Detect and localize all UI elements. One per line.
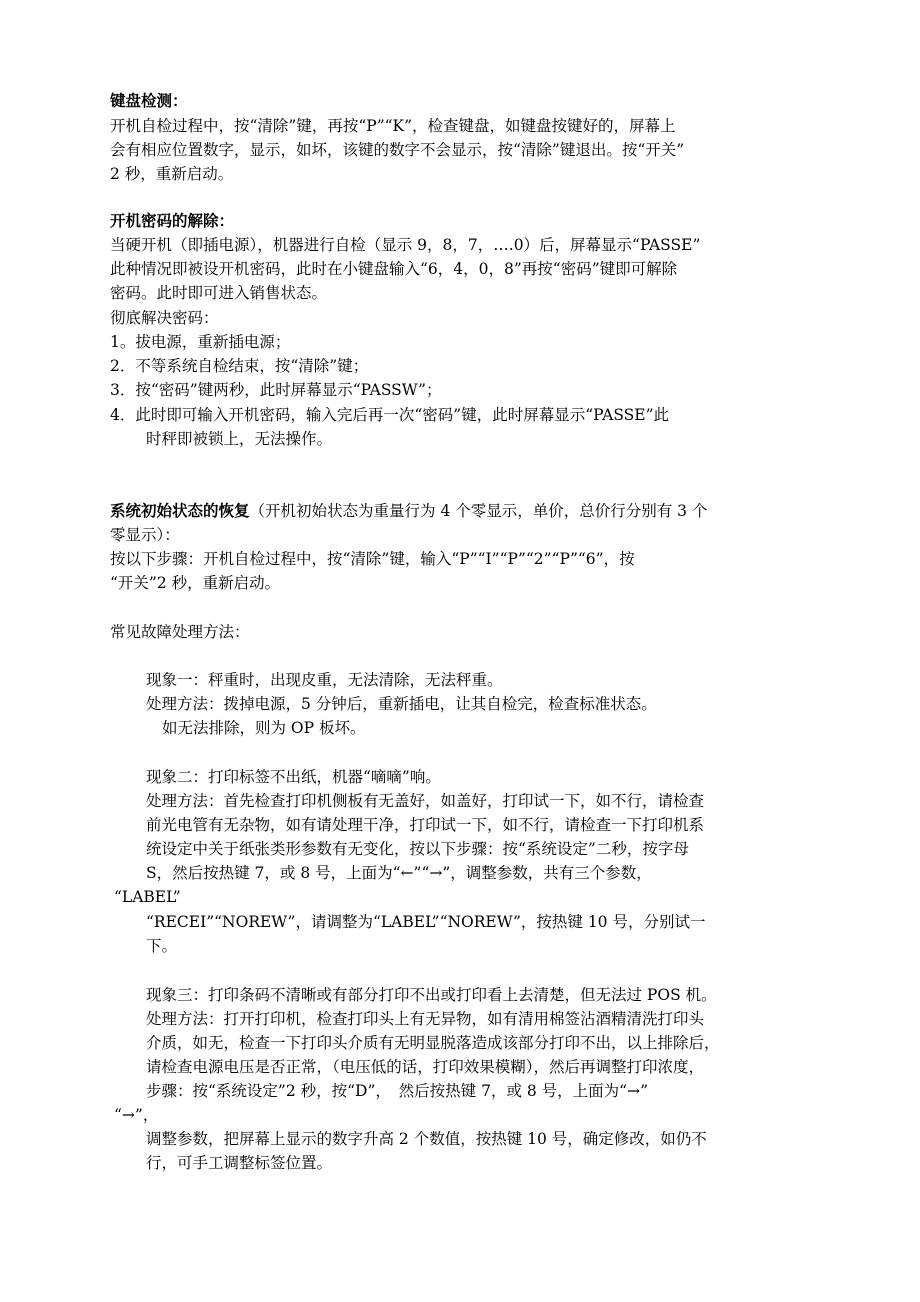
case-2-line-8: 下。 [146, 937, 178, 955]
case-2-line-4: 统设定中关于纸张类形参数有无变化，按以下步骤：按“系统设定”二秒，按字母 [146, 840, 689, 858]
case-3-line-2: 处理方法：打开打印机，检查打印头上有无异物，如有清用棉签沾酒精清洗打印头 [146, 1010, 705, 1028]
password-release-heading: 开机密码的解除： [110, 211, 235, 230]
keyboard-test-line-1: 开机自检过程中，按“清除”键，再按“P”“K”，检查键盘，如键盘按键好的，屏幕上 [110, 117, 676, 135]
case-3-line-3: 介质，如无，检查一下打印头介质有无明显脱落造成该部分打印不出，以上排除后， [146, 1034, 720, 1052]
case-2-line-5: S，然后按热键 7，或 8 号，上面为“←”“→”，调整参数，共有三个参数， [146, 864, 652, 882]
password-release-step-1: 1。拔电源，重新插电源； [110, 333, 291, 351]
password-release-step-4-cont: 时秤即被锁上，无法操作。 [146, 430, 333, 448]
system-restore-line-2: 按以下步骤：开机自检过程中，按“清除”键，输入“P”“I”“P”“2”“P”“6”，按 [110, 550, 635, 568]
password-release-step-4: 4．此时即可输入开机密码，输入完后再一次“密码”键，此时屏幕显示“PASSE”此 [110, 406, 670, 424]
case-3-line-6: “→”， [114, 1106, 159, 1124]
case-3-line-8: 行，可手工调整标签位置。 [146, 1154, 333, 1172]
password-release-step-2: 2．不等系统自检结束，按“清除”键； [110, 357, 369, 375]
case-2-line-1: 现象二：打印标签不出纸，机器“嘀嘀”响。 [146, 768, 441, 786]
keyboard-test-line-3: 2 秒，重新启动。 [110, 165, 234, 183]
case-2-line-3: 前光电管有无杂物，如有请处理干净，打印试一下，如不行，请检查一下打印机系 [146, 816, 705, 834]
case-2-line-7: “RECEI”“NOREW”，请调整为“LABEL”“NOREW”，按热键 10 号，分别试一 [146, 913, 706, 931]
keyboard-test-heading: 键盘检测： [110, 91, 188, 110]
case-1-line-1: 现象一：秤重时，出现皮重，无法清除，无法秤重。 [146, 671, 503, 689]
system-restore-heading-note: （开机初始状态为重量行为 4 个零显示，单价，总价行分别有 3 个 [249, 502, 708, 520]
case-2-line-6: “LABEL” [114, 888, 181, 906]
password-release-line-2: 此种情况即被设开机密码，此时在小键盘输入“6，4，0，8”再按“密码”键即可解除 [110, 260, 678, 278]
case-3-line-5: 步骤：按“系统设定”2 秒，按“D”， 然后按热键 7，或 8 号，上面为“→” [146, 1082, 649, 1100]
case-3-line-7: 调整参数，把屏幕上显示的数字升高 2 个数值，按热键 10 号，确定修改，如仍不 [146, 1130, 707, 1148]
case-3-line-1: 现象三：打印条码不清晰或有部分打印不出或打印看上去清楚，但无法过 POS 机。 [146, 986, 717, 1004]
case-1-line-3: 如无法排除，则为 OP 板坏。 [162, 719, 366, 737]
case-1-line-2: 处理方法：拨掉电源，5 分钟后，重新插电，让其自检完，检查标准状态。 [146, 695, 657, 713]
troubleshooting-heading: 常见故障处理方法： [110, 623, 250, 641]
system-restore-line-1: 零显示）： [110, 526, 180, 544]
case-3-line-4: 请检查电源电压是否正常，（电压低的话，打印效果模糊），然后再调整打印浓度， [146, 1058, 705, 1076]
password-release-line-4: 彻底解决密码： [110, 309, 219, 327]
system-restore-line-3: “开关”2 秒，重新启动。 [110, 574, 281, 592]
case-2-line-2: 处理方法：首先检查打印机侧板有无盖好，如盖好，打印试一下，如不行，请检查 [146, 792, 705, 810]
system-restore-heading: 系统初始状态的恢复 [110, 501, 250, 520]
system-restore-heading-line [110, 500, 707, 522]
password-release-line-1: 当硬开机（即插电源），机器进行自检（显示 9，8，7，….0）后，屏幕显示“PASSE” [110, 236, 701, 254]
keyboard-test-line-2: 会有相应位置数字，显示，如坏，该键的数字不会显示，按“清除”键退出。按“开关” [110, 141, 685, 159]
password-release-step-3: 3．按“密码”键两秒，此时屏幕显示“PASSW”； [110, 381, 442, 399]
password-release-line-3: 密码。此时即可进入销售状态。 [110, 284, 328, 302]
